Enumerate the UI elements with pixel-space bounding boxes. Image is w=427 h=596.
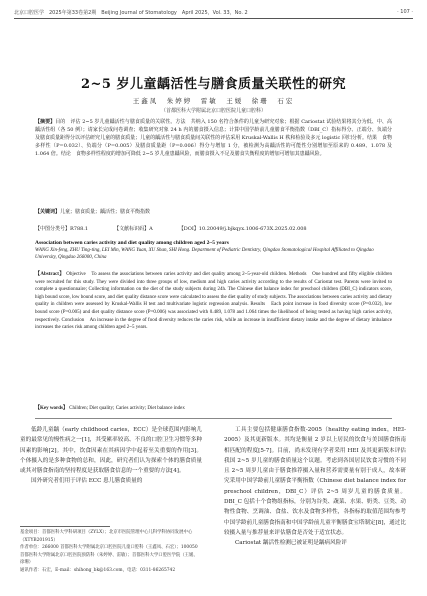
section-divider [35, 418, 392, 419]
header-journal-info: 北京口腔医学 2025年第33卷第2期 Beijing Journal of Stomatology April 2025，Vol. 33，No. 2 [14, 9, 248, 16]
body-column-right [224, 425, 406, 549]
keywords-label: 【关键词】 [35, 209, 61, 215]
body-paragraph: 工具主要包括健康膳食指数-2005（healthy eating index，HEI-2005）及其更新版本。其均是衡量 2 岁以上居民的饮食与美国膳食指南相匹配的程度[5-7]。目前，尚未发现有学者采用 HEI 及其更新版本评估我国 2~5 岁儿童的膳食质量这个议题。考虑到各国居民饮食习惯的不同且 2~5 周岁儿童由于膳食推荐摄入量和营养需要量有别于成人，故本研究采用中国学龄前儿童膳食平衡指数（Chinese diet balance index for preschool children，DBI_C）评估 2~5 周岁儿童的膳食质量。DBI_C 包括十个食物组指标，分别为谷类、蔬菜、水果、奶类、豆类、动物性食物、烹调油、食盐、饮水及食物多样性，各指标的取值范围均参考中国学龄前儿童膳食指南和中国学龄前儿童平衡膳食宝塔制定[8]，通过比较摄入量与推荐量来评估膳食是否处于适宜状态。 [224, 427, 406, 536]
doi: 【DOI】10.20049/j.bjkqyx.1006-673X.2025.02.008 [178, 226, 307, 232]
header-page-number: · 107 · [397, 9, 413, 15]
author-list: 王鑫凤 朱婷婷 雷敏 王媛 徐珊 石宏 [132, 97, 295, 105]
body-column-left [20, 425, 202, 487]
footnotes [20, 529, 202, 574]
running-header [14, 7, 413, 17]
english-title: Association between caries activity and diet quality among children aged 2~5 years [35, 240, 229, 246]
english-keywords-text: Children; Diet quality; Caries activity; Diet balance index [69, 406, 185, 411]
body-paragraph: 国外研究者们用于评估 ECC 患儿膳食质量的 [31, 478, 143, 485]
footnote-affiliation: 作者单位：266000 首都医科大学附属北京口腔医院儿童口腔科（王鑫凤、石宏）；100050 首都医科大学附属北京口腔医院预防科（朱婷婷、雷敏）；首都医科大学口腔医学院（王媛、徐珊） [20, 545, 198, 565]
classification-line [35, 225, 392, 232]
english-abstract-label: 【Abstract】 [35, 272, 65, 277]
body-paragraph: 低龄儿童龋（early childhood caries，ECC）是全球范围内影响儿童的最常见的慢性病之一[1]，其受累率较高、不良的口腔卫生习惯等多种因素的影响[2]。其中，饮食因素在其病因学中起着至关重要的作用[3]。个体摄入的是多种食物的总和，因此，研究者们认为探索个体的膳食质量或其对膳食指南的坚持程度是获取膳食信息的一个重要的方法[4]。 [20, 427, 202, 475]
footnote-contact: 通讯作者：石宏，E-mail：shihong_bk@163.com，电话：0311-86265742 [20, 567, 176, 573]
doc-code: 【文献标识码】A [114, 226, 153, 232]
clc-number: 【中图分类号】R788.1 [35, 226, 89, 232]
english-abstract [35, 271, 392, 332]
chinese-keywords [35, 208, 392, 216]
english-keywords [35, 404, 392, 411]
footnote-fund: 基金项目：首都医科大学科研项目（ZYLX）；北京市医院管理中心儿科学科协同发展中心（XTYB201915） [20, 530, 193, 543]
english-abstract-text: Objective To assess the associations between caries activity and diet quality among 2~5-year-old children. Methods One hundred and fifty eligible children were recruited for this study. They were divided into three groups of low, medium and high caries activity according to the results of Cariostat test. Parents were invited to complete a questionnaire; Collecting information on the diet of the study subjects during 24h. The Chinese diet balance index for preschool children (DBI_C) indicators score, high bound score, low bound score, and diet quality distance score were calculated to assess the diet quality of study subjects. The associations between caries activity and dietary quality in children were assessed by Kruskal-Wallis H test and multivariate logistic regression analysis. Results Each point increase in food diversity score (P=0.032), low bound score (P=0.005) and diet quality distance score (P=0.006) was associated with 0.489, 1.078 and 1.064 times the likelihood of being tested as having high caries activity, respectively. Conclusion An increase in the degree of food diversity reduces the caries risk, while an increase in insufficient dietary intake and the degree of dietary imbalance increases the caries risk among children aged 2~5 years. [35, 272, 393, 331]
body-paragraph: Cariostat 龋活性检测已被证明是龋病风险评 [235, 540, 347, 547]
abstract-label: 【摘要】 [35, 119, 56, 125]
english-keywords-label: 【Key words】 [35, 406, 68, 411]
header-rule [14, 18, 413, 19]
abstract-text: 目的 评估 2~5 岁儿童龋活性与膳食质量的关联性。方法 共纳入 150 名符合条件的儿童为研究对象；根据 Cariostat 试验结果将其分为低、中、高龋活性组（各 50 例）；请家长完成问卷调查；收集研究对象 24 h 内的膳食摄入信息；计算中国学龄前儿童膳食平衡指数（DBI_C）指标得分、正端分、负端分及膳食质量距得分以评估研究儿童的膳食质量；儿童的龋活性与膳食质量间关联性的评估采用 Kruskal-Wallis H 秩和检验及多元 logistic 回归分析。结果 食物多样性（P=0.032）、负端分（P=0.005）及膳食质量距（P=0.006）得分与增加 1 分，被检测为高龋活性的可能性分别增加至原来的 0.489、1.078 及 1.064 倍。结论 食物多样性程度的增加可降低 2~5 岁儿童患龋风险，而膳食摄入不足及膳食失衡程度的增加可增加其患龋风险。 [35, 119, 392, 158]
english-authors: WANG Xin-feng, ZHU Ting-ting, LEI Min, WANG Yuan, XU Shan, SHI Hong. Department of Pediatric Dentistry, Qingdao Stomatological Hospital Affiliated to Qingdao University, Qingdao 266000, China [35, 248, 374, 261]
chinese-abstract [35, 118, 392, 158]
keywords-text: 儿童；膳食质量；龋活性；膳食平衡指数 [60, 209, 151, 215]
footnote-rule [20, 526, 110, 527]
article-title: 2~5 岁儿童龋活性与膳食质量关联性的研究 [80, 77, 346, 92]
affiliation: （首都医科大学附属北京口腔医院儿童口腔科） [160, 108, 266, 114]
